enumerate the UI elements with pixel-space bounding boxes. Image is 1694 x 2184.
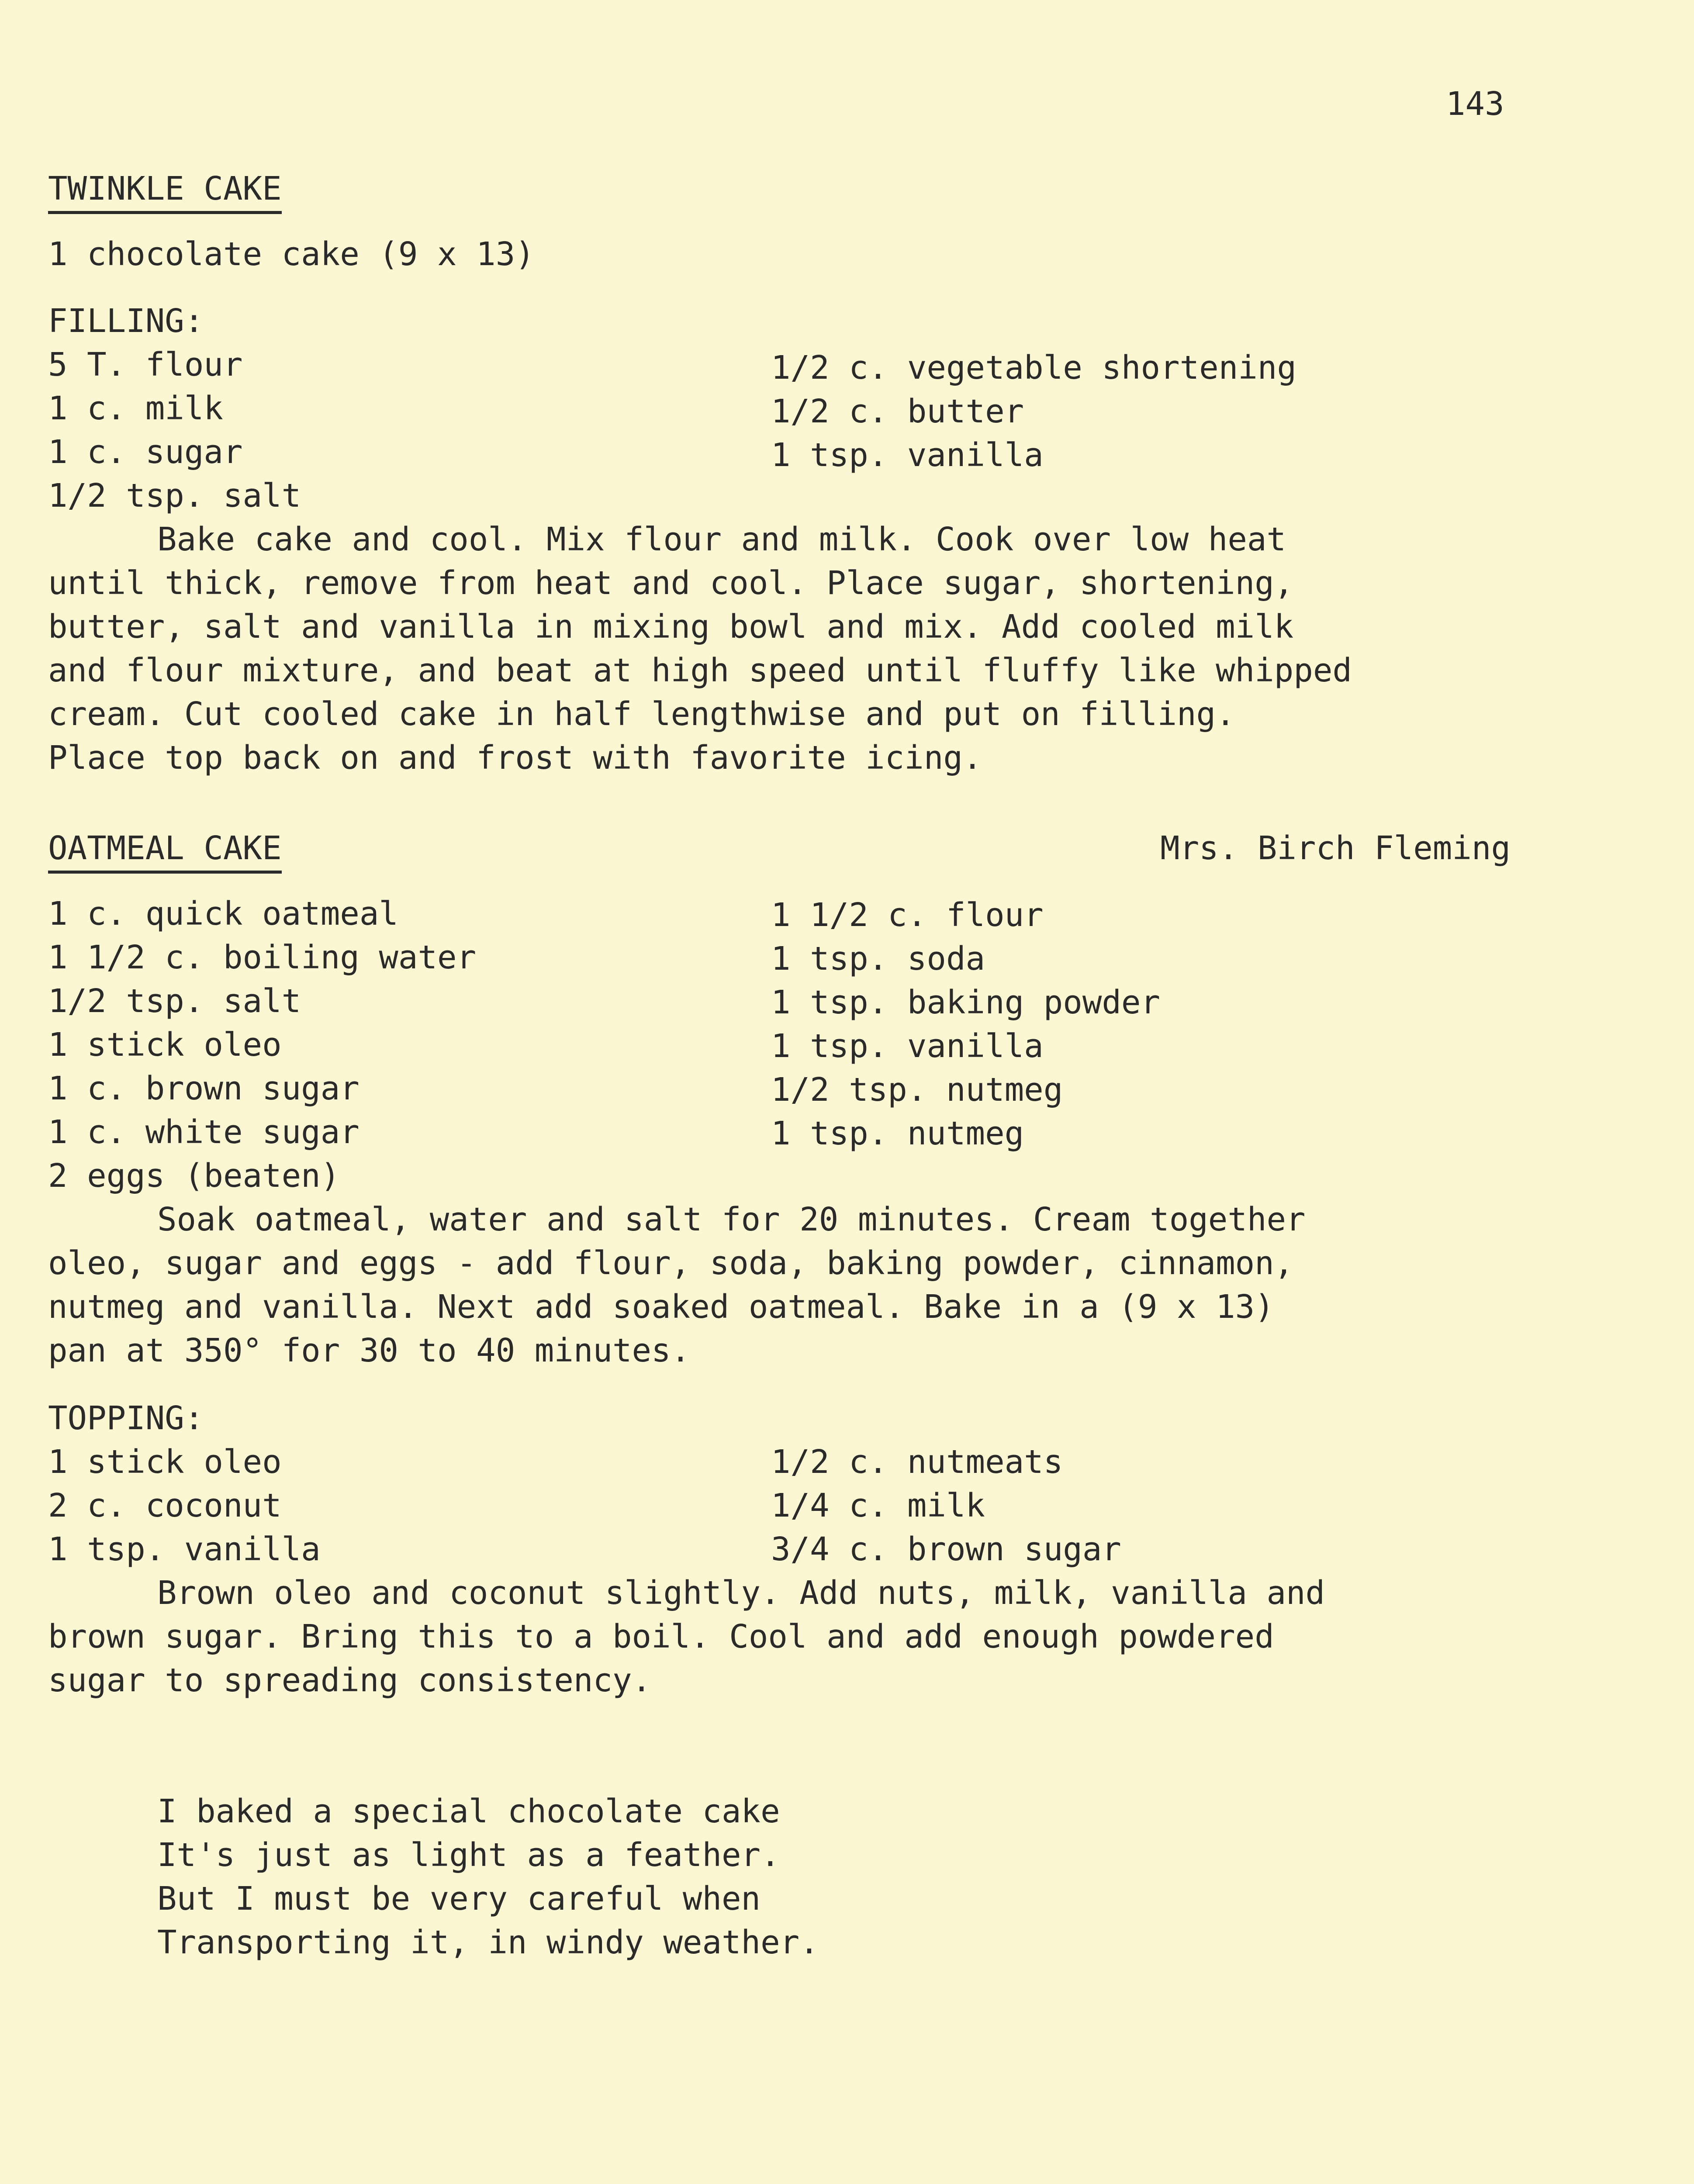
twinkle-directions-line: and flour mixture, and beat at high speed until fluffy like whipped (48, 652, 1352, 689)
oatmeal-ingredient-right: 1 1/2 c. flour (771, 896, 1044, 934)
twinkle-ingredient-right: 1 tsp. vanilla (771, 436, 1044, 474)
poem-line: Transporting it, in windy weather. (157, 1924, 819, 1961)
oatmeal-ingredient-left: 1/2 tsp. salt (48, 982, 301, 1020)
oatmeal-ingredient-left: 1 stick oleo (48, 1026, 282, 1064)
oatmeal-directions-line: Soak oatmeal, water and salt for 20 minutes. Cream together (157, 1201, 1306, 1238)
twinkle-ingredient-right: 1/2 c. vegetable shortening (771, 349, 1296, 387)
oatmeal-ingredient-right: 1 tsp. baking powder (771, 984, 1161, 1021)
twinkle-directions-line: Bake cake and cool. Mix flour and milk. Cook over low heat (157, 521, 1286, 558)
oatmeal-ingredient-left: 1 c. brown sugar (48, 1070, 360, 1107)
oatmeal-directions-line: nutmeg and vanilla. Next add soaked oatmeal. Bake in a (9 x 13) (48, 1288, 1274, 1326)
oatmeal-ingredient-left: 1 1/2 c. boiling water (48, 939, 477, 976)
twinkle-ingredient-left: 1 c. milk (48, 390, 223, 427)
twinkle-ingredient-left: 1/2 tsp. salt (48, 477, 301, 515)
filling-label: FILLING: (48, 302, 204, 340)
oatmeal-ingredient-right: 1 tsp. nutmeg (771, 1115, 1024, 1152)
topping-label: TOPPING: (48, 1400, 204, 1437)
oatmeal-ingredient-right: 1/2 tsp. nutmeg (771, 1071, 1063, 1109)
oatmeal-ingredient-left: 2 eggs (beaten) (48, 1157, 340, 1195)
oatmeal-directions-line: pan at 350° for 30 to 40 minutes. (48, 1332, 691, 1369)
oatmeal-ingredient-left: 1 c. white sugar (48, 1113, 360, 1151)
oatmeal-ingredient-right: 1 tsp. soda (771, 940, 985, 978)
topping-ingredient-left: 1 stick oleo (48, 1443, 282, 1481)
topping-ingredient-right: 3/4 c. brown sugar (771, 1531, 1121, 1568)
page-number: 143 (1446, 85, 1504, 123)
poem-line: I baked a special chocolate cake (157, 1793, 780, 1830)
topping-directions-line: brown sugar. Bring this to a boil. Cool and add enough powdered (48, 1618, 1274, 1655)
topping-directions-line: sugar to spreading consistency. (48, 1662, 652, 1699)
poem-line: It's just as light as a feather. (157, 1836, 780, 1874)
oatmeal-ingredient-left: 1 c. quick oatmeal (48, 895, 398, 933)
topping-ingredient-right: 1/4 c. milk (771, 1487, 985, 1524)
twinkle-directions-line: cream. Cut cooled cake in half lengthwise and put on filling. (48, 695, 1235, 733)
twinkle-directions-line: until thick, remove from heat and cool. Place sugar, shortening, (48, 564, 1294, 602)
recipe-author: Mrs. Birch Fleming (1160, 829, 1511, 867)
twinkle-ingredient-left: 5 T. flour (48, 346, 243, 384)
topping-ingredient-left: 2 c. coconut (48, 1487, 282, 1524)
oatmeal-directions-line: oleo, sugar and eggs - add flour, soda, baking powder, cinnamon, (48, 1244, 1294, 1282)
poem-line: But I must be very careful when (157, 1880, 761, 1918)
twinkle-ingredient-right: 1/2 c. butter (771, 393, 1024, 430)
twinkle-directions-line: butter, salt and vanilla in mixing bowl and mix. Add cooled milk (48, 608, 1294, 646)
oatmeal-cake-title: OATMEAL CAKE (48, 832, 282, 864)
topping-ingredient-left: 1 tsp. vanilla (48, 1531, 321, 1568)
topping-ingredient-right: 1/2 c. nutmeats (771, 1443, 1063, 1481)
oatmeal-ingredient-right: 1 tsp. vanilla (771, 1027, 1044, 1065)
twinkle-cake-title: TWINKLE CAKE (48, 173, 282, 205)
topping-directions-line: Brown oleo and coconut slightly. Add nuts, milk, vanilla and (157, 1574, 1325, 1612)
twinkle-ingredient-left: 1 c. sugar (48, 433, 243, 471)
twinkle-base: 1 chocolate cake (9 x 13) (48, 235, 535, 273)
twinkle-directions-line: Place top back on and frost with favorite icing. (48, 739, 982, 777)
